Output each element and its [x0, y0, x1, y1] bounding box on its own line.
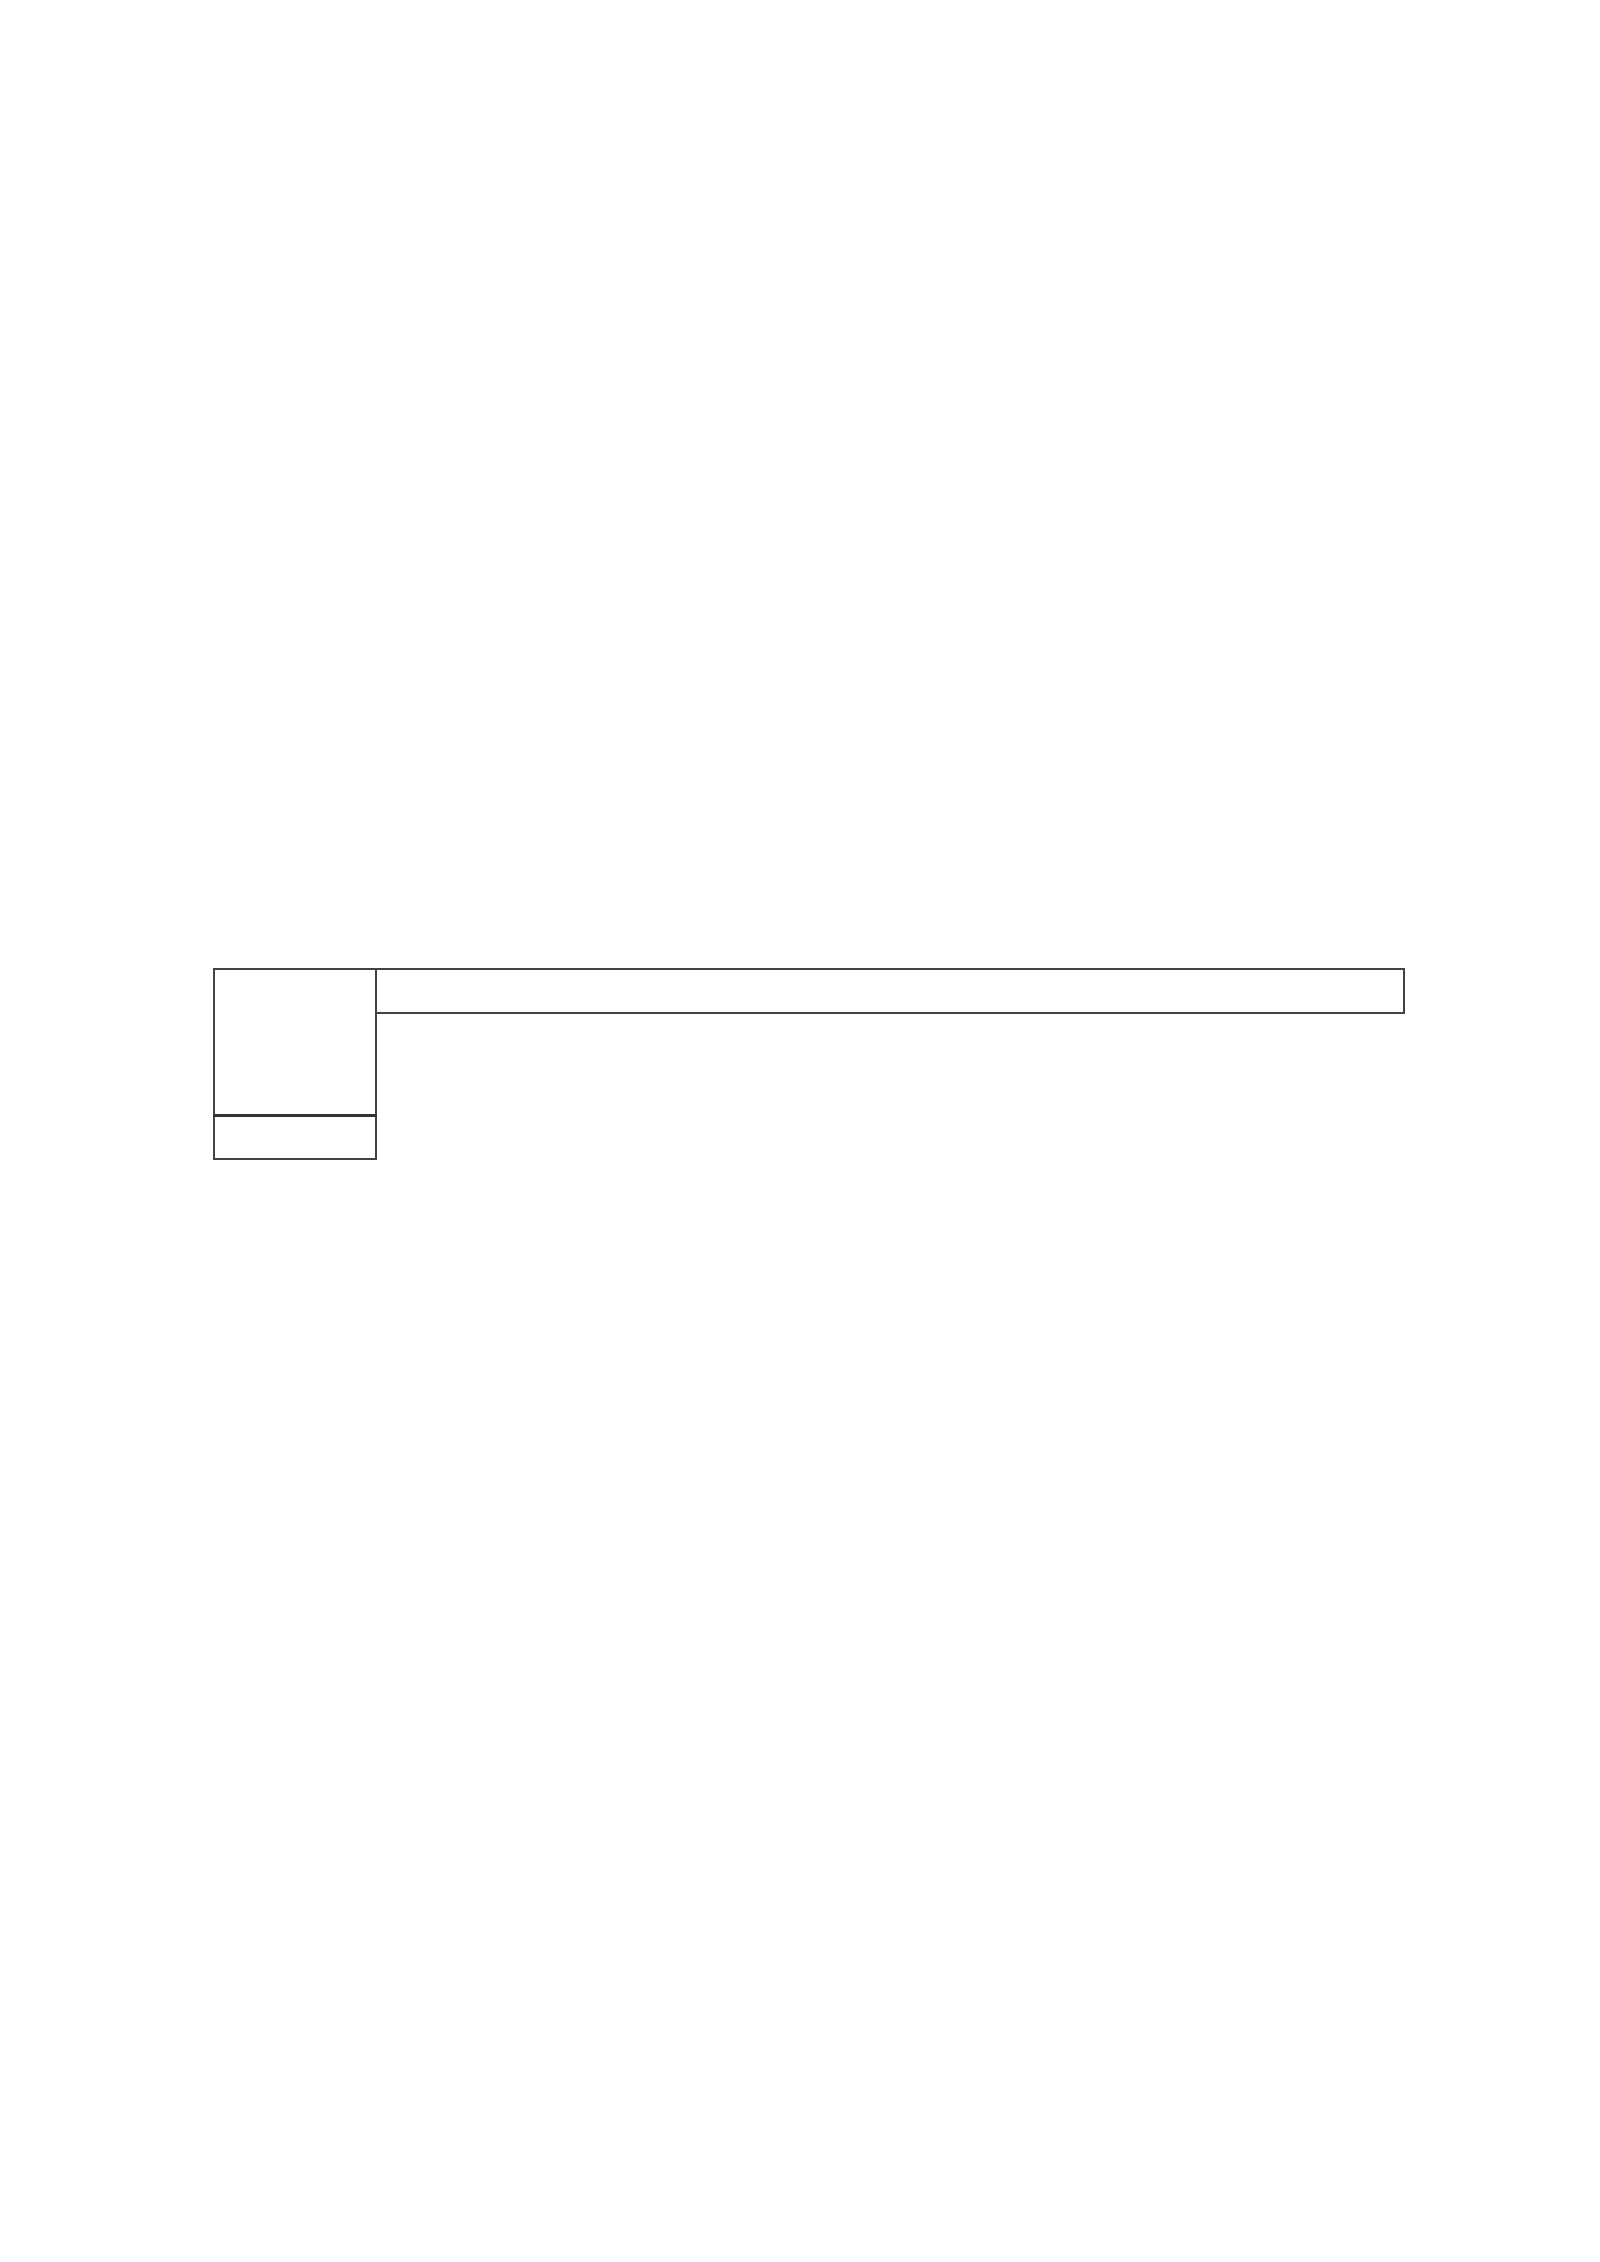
components-header	[376, 969, 1404, 1013]
supervisor-line	[438, 2114, 488, 2154]
variant-header-cell	[214, 969, 376, 1115]
formula-row	[214, 1013, 1404, 1059]
components-table	[213, 968, 1405, 1160]
variant-number	[214, 1115, 376, 1159]
molar-mass-row	[214, 1059, 1404, 1115]
variant-values-row	[214, 1115, 1404, 1159]
